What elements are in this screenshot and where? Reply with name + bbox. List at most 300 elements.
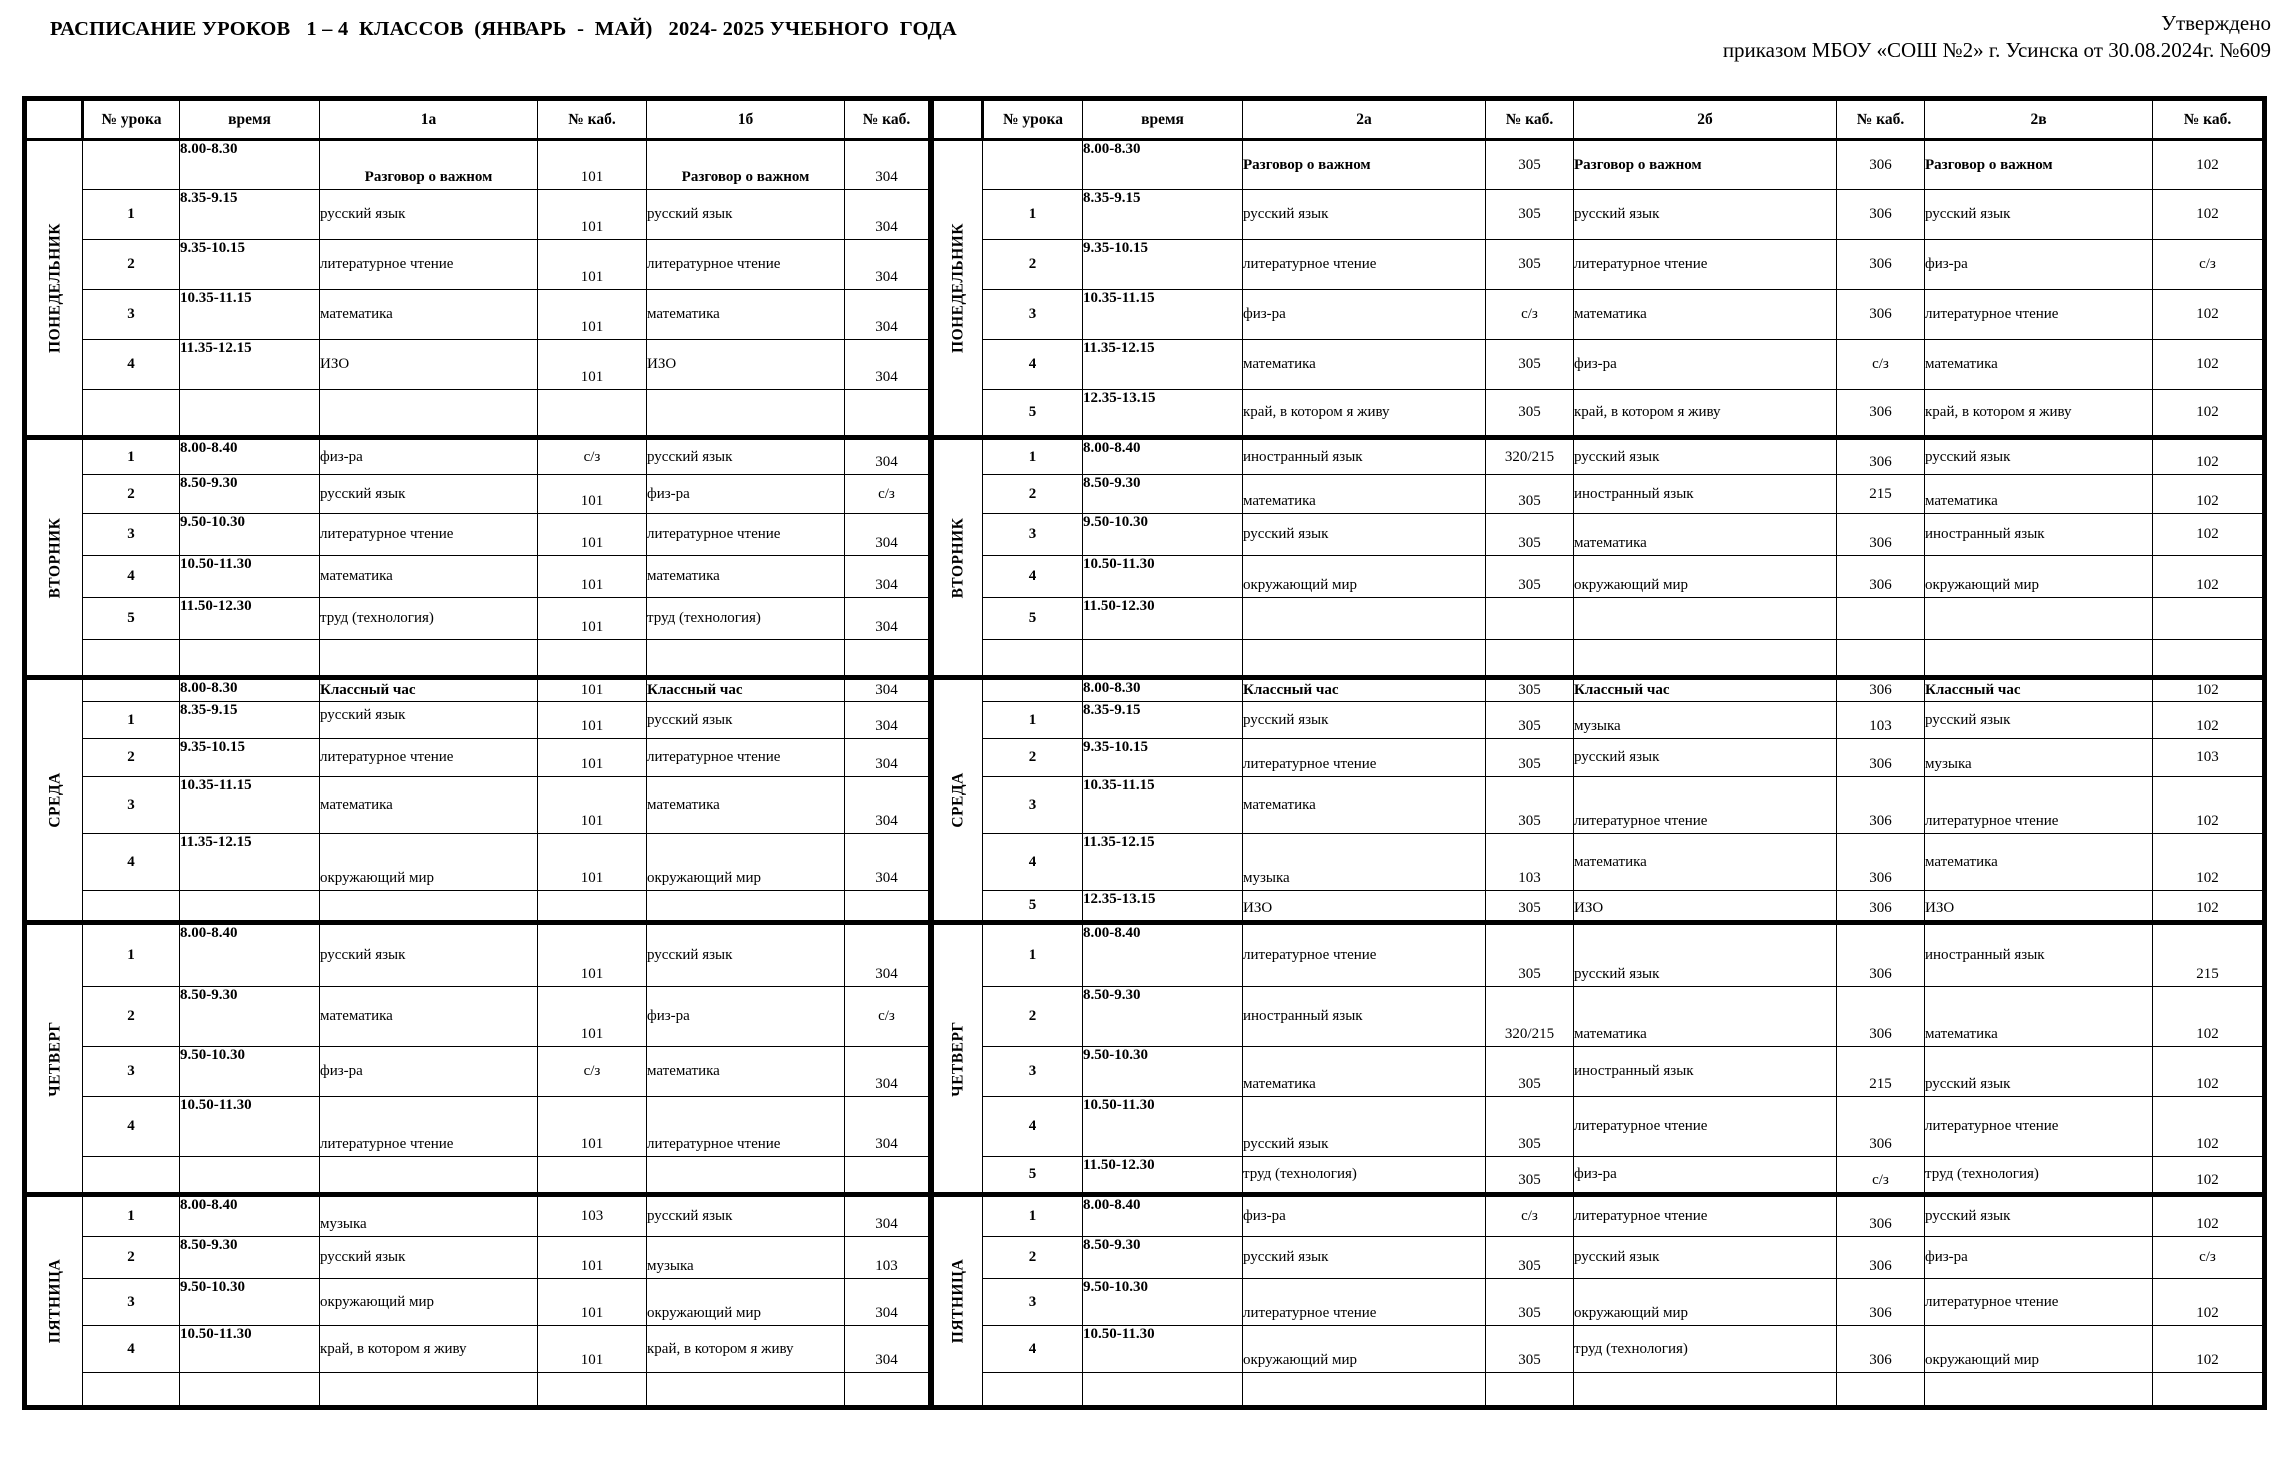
room-cell: 306 — [1837, 514, 1925, 556]
subject-cell: русский язык — [1925, 1047, 2153, 1097]
lesson-time — [180, 640, 320, 678]
room-cell: 304 — [845, 240, 931, 290]
lesson-time: 8.50-9.30 — [1083, 475, 1243, 514]
subject-cell: литературное чтение — [1925, 777, 2153, 834]
subject-cell: иностранный язык — [1243, 438, 1486, 475]
lesson-number: 3 — [83, 1047, 180, 1097]
room-cell: 305 — [1486, 475, 1574, 514]
room-cell: 306 — [1837, 240, 1925, 290]
room-cell — [845, 1373, 931, 1408]
lesson-time: 11.35-12.15 — [1083, 834, 1243, 891]
column-header: 2б — [1574, 99, 1837, 140]
subject-cell: русский язык — [320, 1237, 538, 1279]
lesson-number: 3 — [83, 777, 180, 834]
room-cell: 102 — [2153, 1326, 2265, 1373]
day-label-пятница — [25, 1195, 83, 1408]
room-cell: 101 — [538, 556, 647, 598]
subject-cell: русский язык — [1243, 514, 1486, 556]
lesson-row — [25, 923, 931, 987]
subject-cell: математика — [1243, 777, 1486, 834]
lesson-number: 4 — [983, 1097, 1083, 1157]
subject-cell — [1925, 598, 2153, 640]
lesson-time: 10.35-11.15 — [1083, 777, 1243, 834]
lesson-row — [932, 390, 2265, 438]
room-cell: с/з — [1486, 1195, 1574, 1237]
subject-cell: ИЗО — [1574, 891, 1837, 923]
lesson-row — [932, 1326, 2265, 1373]
subject-cell: математика — [1925, 834, 2153, 891]
lesson-time: 11.50-12.30 — [180, 598, 320, 640]
subject-cell: математика — [320, 777, 538, 834]
lesson-number: 2 — [83, 987, 180, 1047]
subject-cell: математика — [1925, 475, 2153, 514]
subject-cell: литературное чтение — [1243, 240, 1486, 290]
lesson-number — [983, 640, 1083, 678]
subject-cell: труд (технология) — [1243, 1157, 1486, 1195]
subject-cell: русский язык — [1243, 1097, 1486, 1157]
subject-cell: математика — [647, 290, 845, 340]
subject-cell: музыка — [1243, 834, 1486, 891]
lesson-time: 8.50-9.30 — [180, 1237, 320, 1279]
subject-cell — [1243, 640, 1486, 678]
subject-cell: литературное чтение — [320, 240, 538, 290]
subject-cell: математика — [647, 556, 845, 598]
column-header: № каб. — [1486, 99, 1574, 140]
room-cell: 102 — [2153, 140, 2265, 190]
lesson-number: 5 — [83, 598, 180, 640]
room-cell: 305 — [1486, 739, 1574, 777]
lesson-time: 9.50-10.30 — [180, 514, 320, 556]
subject-cell — [320, 1157, 538, 1195]
subject-cell: иностранный язык — [1925, 514, 2153, 556]
room-cell — [1837, 598, 1925, 640]
room-cell: 101 — [538, 987, 647, 1047]
lesson-number: 2 — [83, 475, 180, 514]
subject-cell: окружающий мир — [647, 834, 845, 891]
room-cell — [845, 891, 931, 923]
lesson-time: 11.35-12.15 — [1083, 340, 1243, 390]
room-cell: 306 — [1837, 678, 1925, 702]
subject-cell: иностранный язык — [1925, 923, 2153, 987]
subject-cell: математика — [1574, 290, 1837, 340]
room-cell: 305 — [1486, 1097, 1574, 1157]
room-cell — [1486, 1373, 1574, 1408]
header-row — [932, 99, 2265, 140]
room-cell: 305 — [1486, 390, 1574, 438]
schedule-table-grade-1 — [22, 96, 933, 1410]
lesson-row — [25, 1195, 931, 1237]
lesson-number: 4 — [983, 556, 1083, 598]
subject-cell: край, в котором я живу — [1925, 390, 2153, 438]
subject-cell: литературное чтение — [1925, 290, 2153, 340]
subject-cell: русский язык — [647, 923, 845, 987]
day-name: СРЕДА — [949, 772, 967, 828]
subject-cell: иностранный язык — [1243, 987, 1486, 1047]
room-cell: 305 — [1486, 1237, 1574, 1279]
lesson-row — [932, 777, 2265, 834]
column-header: № каб. — [538, 99, 647, 140]
room-cell: 304 — [845, 514, 931, 556]
subject-cell: Классный час — [1243, 678, 1486, 702]
lesson-row — [25, 891, 931, 923]
subject-cell: иностранный язык — [1574, 1047, 1837, 1097]
subject-cell: русский язык — [1925, 1195, 2153, 1237]
lesson-number: 2 — [983, 739, 1083, 777]
room-cell: 102 — [2153, 987, 2265, 1047]
room-cell: 306 — [1837, 290, 1925, 340]
room-cell: 305 — [1486, 678, 1574, 702]
lesson-number — [83, 891, 180, 923]
day-name: ПОНЕДЕЛЬНИК — [949, 223, 967, 353]
subject-cell: русский язык — [1574, 923, 1837, 987]
lesson-number: 4 — [983, 834, 1083, 891]
lesson-time: 10.50-11.30 — [1083, 1097, 1243, 1157]
room-cell: 306 — [1837, 1237, 1925, 1279]
room-cell: 305 — [1486, 340, 1574, 390]
room-cell: 101 — [538, 834, 647, 891]
subject-cell: русский язык — [1243, 1237, 1486, 1279]
lesson-number — [83, 390, 180, 438]
subject-cell: литературное чтение — [1243, 923, 1486, 987]
lesson-row — [932, 1237, 2265, 1279]
room-cell: с/з — [1837, 1157, 1925, 1195]
lesson-number — [83, 1157, 180, 1195]
subject-cell: математика — [1925, 340, 2153, 390]
subject-cell: край, в котором я живу — [1243, 390, 1486, 438]
column-header: время — [1083, 99, 1243, 140]
subject-cell: ИЗО — [647, 340, 845, 390]
subject-cell: окружающий мир — [320, 834, 538, 891]
subject-cell: Классный час — [1574, 678, 1837, 702]
room-cell: 306 — [1837, 739, 1925, 777]
day-label-пятница — [932, 1195, 983, 1408]
lesson-number: 3 — [83, 1279, 180, 1326]
subject-cell: музыка — [320, 1195, 538, 1237]
subject-cell: музыка — [647, 1237, 845, 1279]
subject-cell: физ-ра — [320, 438, 538, 475]
subject-cell: русский язык — [1574, 438, 1837, 475]
subject-cell — [320, 891, 538, 923]
lesson-time: 9.50-10.30 — [1083, 1047, 1243, 1097]
subject-cell: ИЗО — [320, 340, 538, 390]
lesson-time: 8.50-9.30 — [1083, 987, 1243, 1047]
room-cell — [845, 640, 931, 678]
lesson-time: 8.00-8.40 — [1083, 438, 1243, 475]
subject-cell: литературное чтение — [320, 739, 538, 777]
room-cell: 304 — [845, 1279, 931, 1326]
room-cell: 304 — [845, 923, 931, 987]
lesson-row — [932, 923, 2265, 987]
room-cell: 304 — [845, 678, 931, 702]
lesson-time: 8.00-8.30 — [180, 678, 320, 702]
subject-cell — [1574, 1373, 1837, 1408]
room-cell: 103 — [845, 1237, 931, 1279]
room-cell: 101 — [538, 923, 647, 987]
subject-cell: Разговор о важном — [1925, 140, 2153, 190]
room-cell: 304 — [845, 702, 931, 739]
subject-cell: русский язык — [1574, 190, 1837, 240]
room-cell — [2153, 598, 2265, 640]
lesson-row — [25, 1373, 931, 1408]
room-cell — [538, 891, 647, 923]
lesson-row — [25, 834, 931, 891]
approval-line-1: Утверждено — [2161, 11, 2271, 35]
lesson-time: 9.35-10.15 — [180, 240, 320, 290]
day-label-среда — [932, 678, 983, 923]
lesson-number: 1 — [983, 1195, 1083, 1237]
room-cell: 305 — [1486, 190, 1574, 240]
room-cell — [1486, 598, 1574, 640]
room-cell: 102 — [2153, 1195, 2265, 1237]
subject-cell: труд (технология) — [647, 598, 845, 640]
subject-cell: русский язык — [320, 923, 538, 987]
lesson-number: 4 — [83, 1326, 180, 1373]
lesson-number: 2 — [83, 1237, 180, 1279]
lesson-time: 10.35-11.15 — [180, 777, 320, 834]
room-cell: 306 — [1837, 1279, 1925, 1326]
lesson-time: 8.00-8.40 — [180, 1195, 320, 1237]
subject-cell: окружающий мир — [1243, 556, 1486, 598]
subject-cell: окружающий мир — [1925, 1326, 2153, 1373]
lesson-time: 12.35-13.15 — [1083, 390, 1243, 438]
lesson-number: 5 — [983, 891, 1083, 923]
lesson-time: 9.35-10.15 — [1083, 240, 1243, 290]
subject-cell: край, в котором я живу — [1574, 390, 1837, 438]
subject-cell: математика — [1574, 834, 1837, 891]
lesson-number — [83, 140, 180, 190]
room-cell: 305 — [1486, 1047, 1574, 1097]
lesson-row — [932, 190, 2265, 240]
lesson-row — [932, 438, 2265, 475]
room-cell: 305 — [1486, 514, 1574, 556]
lesson-time: 8.35-9.15 — [1083, 190, 1243, 240]
subject-cell: литературное чтение — [320, 1097, 538, 1157]
room-cell: 101 — [538, 340, 647, 390]
lesson-row — [25, 678, 931, 702]
lesson-row — [932, 556, 2265, 598]
subject-cell: литературное чтение — [320, 514, 538, 556]
lesson-row — [932, 891, 2265, 923]
lesson-row — [25, 1237, 931, 1279]
room-cell — [538, 1373, 647, 1408]
room-cell: 215 — [1837, 475, 1925, 514]
lesson-time: 10.35-11.15 — [180, 290, 320, 340]
lesson-time: 9.50-10.30 — [180, 1047, 320, 1097]
lesson-number: 1 — [983, 702, 1083, 739]
lesson-time: 11.35-12.15 — [180, 834, 320, 891]
lesson-row — [25, 514, 931, 556]
subject-cell: математика — [1243, 340, 1486, 390]
lesson-time: 8.00-8.40 — [180, 438, 320, 475]
subject-cell: русский язык — [1243, 190, 1486, 240]
room-cell: 306 — [1837, 891, 1925, 923]
room-cell: 101 — [538, 739, 647, 777]
subject-cell: математика — [647, 777, 845, 834]
room-cell: 304 — [845, 1326, 931, 1373]
lesson-row — [25, 556, 931, 598]
lesson-number: 5 — [983, 1157, 1083, 1195]
room-cell: 101 — [538, 190, 647, 240]
lesson-time: 8.35-9.15 — [1083, 702, 1243, 739]
approval-note — [1723, 10, 2271, 64]
lesson-row — [25, 1326, 931, 1373]
schedule-table-grade-2 — [929, 96, 2267, 1410]
subject-cell: литературное чтение — [1925, 1279, 2153, 1326]
room-cell — [845, 390, 931, 438]
subject-cell: литературное чтение — [1574, 240, 1837, 290]
lesson-number: 2 — [83, 240, 180, 290]
subject-cell: литературное чтение — [647, 514, 845, 556]
room-cell: 306 — [1837, 1097, 1925, 1157]
lesson-number: 3 — [983, 290, 1083, 340]
room-cell: 102 — [2153, 1097, 2265, 1157]
lesson-time: 11.35-12.15 — [180, 340, 320, 390]
subject-cell: Разговор о важном — [1243, 140, 1486, 190]
lesson-row — [932, 702, 2265, 739]
lesson-time: 11.50-12.30 — [1083, 598, 1243, 640]
subject-cell: литературное чтение — [1243, 1279, 1486, 1326]
lesson-row — [25, 438, 931, 475]
day-label-понедельник — [932, 140, 983, 438]
subject-cell: русский язык — [647, 1195, 845, 1237]
lesson-row — [25, 340, 931, 390]
lesson-row — [932, 640, 2265, 678]
room-cell: 304 — [845, 438, 931, 475]
corner-cell — [25, 99, 83, 140]
lesson-row — [932, 1047, 2265, 1097]
lesson-time: 8.00-8.40 — [180, 923, 320, 987]
subject-cell: труд (технология) — [1925, 1157, 2153, 1195]
room-cell: 305 — [1486, 1279, 1574, 1326]
lesson-time: 11.50-12.30 — [1083, 1157, 1243, 1195]
lesson-time: 9.35-10.15 — [180, 739, 320, 777]
lesson-number: 4 — [83, 340, 180, 390]
day-label-среда — [25, 678, 83, 923]
subject-cell: русский язык — [320, 190, 538, 240]
subject-cell: труд (технология) — [1574, 1326, 1837, 1373]
lesson-time: 8.00-8.40 — [1083, 1195, 1243, 1237]
subject-cell: физ-ра — [1243, 290, 1486, 340]
subject-cell: окружающий мир — [647, 1279, 845, 1326]
room-cell: 101 — [538, 140, 647, 190]
lesson-number: 1 — [83, 438, 180, 475]
lesson-number: 1 — [983, 190, 1083, 240]
subject-cell — [647, 640, 845, 678]
subject-cell: край, в котором я живу — [320, 1326, 538, 1373]
room-cell: 304 — [845, 140, 931, 190]
room-cell: 102 — [2153, 777, 2265, 834]
day-name: ПЯТНИЦА — [46, 1258, 63, 1344]
subject-cell: математика — [1574, 514, 1837, 556]
room-cell: 305 — [1486, 1326, 1574, 1373]
subject-cell: край, в котором я живу — [647, 1326, 845, 1373]
room-cell: 102 — [2153, 190, 2265, 240]
lesson-row — [932, 598, 2265, 640]
lesson-number: 3 — [983, 514, 1083, 556]
approval-line-2: приказом МБОУ «СОШ №2» г. Усинска от 30.08.2024г. №609 — [1722, 38, 2271, 62]
subject-cell: литературное чтение — [1574, 1097, 1837, 1157]
room-cell: 101 — [538, 1279, 647, 1326]
room-cell: 320/215 — [1486, 438, 1574, 475]
column-header: № урока — [83, 99, 180, 140]
subject-cell: русский язык — [647, 438, 845, 475]
subject-cell: русский язык — [320, 702, 538, 739]
room-cell: 305 — [1486, 923, 1574, 987]
subject-cell: литературное чтение — [1243, 739, 1486, 777]
room-cell: 305 — [1486, 777, 1574, 834]
subject-cell: математика — [320, 987, 538, 1047]
room-cell: 304 — [845, 1047, 931, 1097]
day-name: ВТОРНИК — [46, 517, 63, 598]
room-cell: 306 — [1837, 923, 1925, 987]
subject-cell — [1925, 640, 2153, 678]
room-cell: 306 — [1837, 1326, 1925, 1373]
subject-cell: русский язык — [1574, 739, 1837, 777]
lesson-number: 1 — [83, 702, 180, 739]
subject-cell: иностранный язык — [1574, 475, 1837, 514]
lesson-number: 2 — [83, 739, 180, 777]
subject-cell: Классный час — [1925, 678, 2153, 702]
lesson-row — [25, 1047, 931, 1097]
day-label-вторник — [932, 438, 983, 678]
subject-cell: Классный час — [320, 678, 538, 702]
subject-cell: русский язык — [647, 190, 845, 240]
lesson-row — [932, 290, 2265, 340]
room-cell: 102 — [2153, 514, 2265, 556]
day-label-вторник — [25, 438, 83, 678]
room-cell: 304 — [845, 556, 931, 598]
lesson-row — [25, 1157, 931, 1195]
room-cell: 102 — [2153, 438, 2265, 475]
lesson-row — [25, 640, 931, 678]
room-cell: 102 — [2153, 1279, 2265, 1326]
room-cell: 306 — [1837, 390, 1925, 438]
column-header: 1б — [647, 99, 845, 140]
room-cell: с/з — [1486, 290, 1574, 340]
room-cell: 102 — [2153, 834, 2265, 891]
day-name: ЧЕТВЕРГ — [949, 1020, 967, 1097]
subject-cell: Разговор о важном — [1574, 140, 1837, 190]
room-cell: 304 — [845, 834, 931, 891]
day-name: ЧЕТВЕРГ — [46, 1020, 63, 1097]
lesson-time: 9.50-10.30 — [1083, 514, 1243, 556]
lesson-time: 9.50-10.30 — [1083, 1279, 1243, 1326]
subject-cell: математика — [1925, 987, 2153, 1047]
subject-cell: физ-ра — [1574, 1157, 1837, 1195]
lesson-row — [25, 390, 931, 438]
room-cell — [2153, 640, 2265, 678]
subject-cell — [647, 390, 845, 438]
subject-cell — [320, 640, 538, 678]
room-cell — [2153, 1373, 2265, 1408]
room-cell: 304 — [845, 1195, 931, 1237]
lesson-number — [83, 1373, 180, 1408]
subject-cell: русский язык — [1574, 1237, 1837, 1279]
subject-cell — [647, 1373, 845, 1408]
room-cell: с/з — [538, 1047, 647, 1097]
lesson-row — [932, 514, 2265, 556]
lesson-time — [180, 1157, 320, 1195]
column-header: 2а — [1243, 99, 1486, 140]
room-cell: 101 — [538, 1237, 647, 1279]
room-cell: 306 — [1837, 987, 1925, 1047]
subject-cell: окружающий мир — [320, 1279, 538, 1326]
column-header: 1а — [320, 99, 538, 140]
room-cell — [538, 640, 647, 678]
lesson-row — [25, 475, 931, 514]
lesson-time: 10.35-11.15 — [1083, 290, 1243, 340]
column-header: время — [180, 99, 320, 140]
